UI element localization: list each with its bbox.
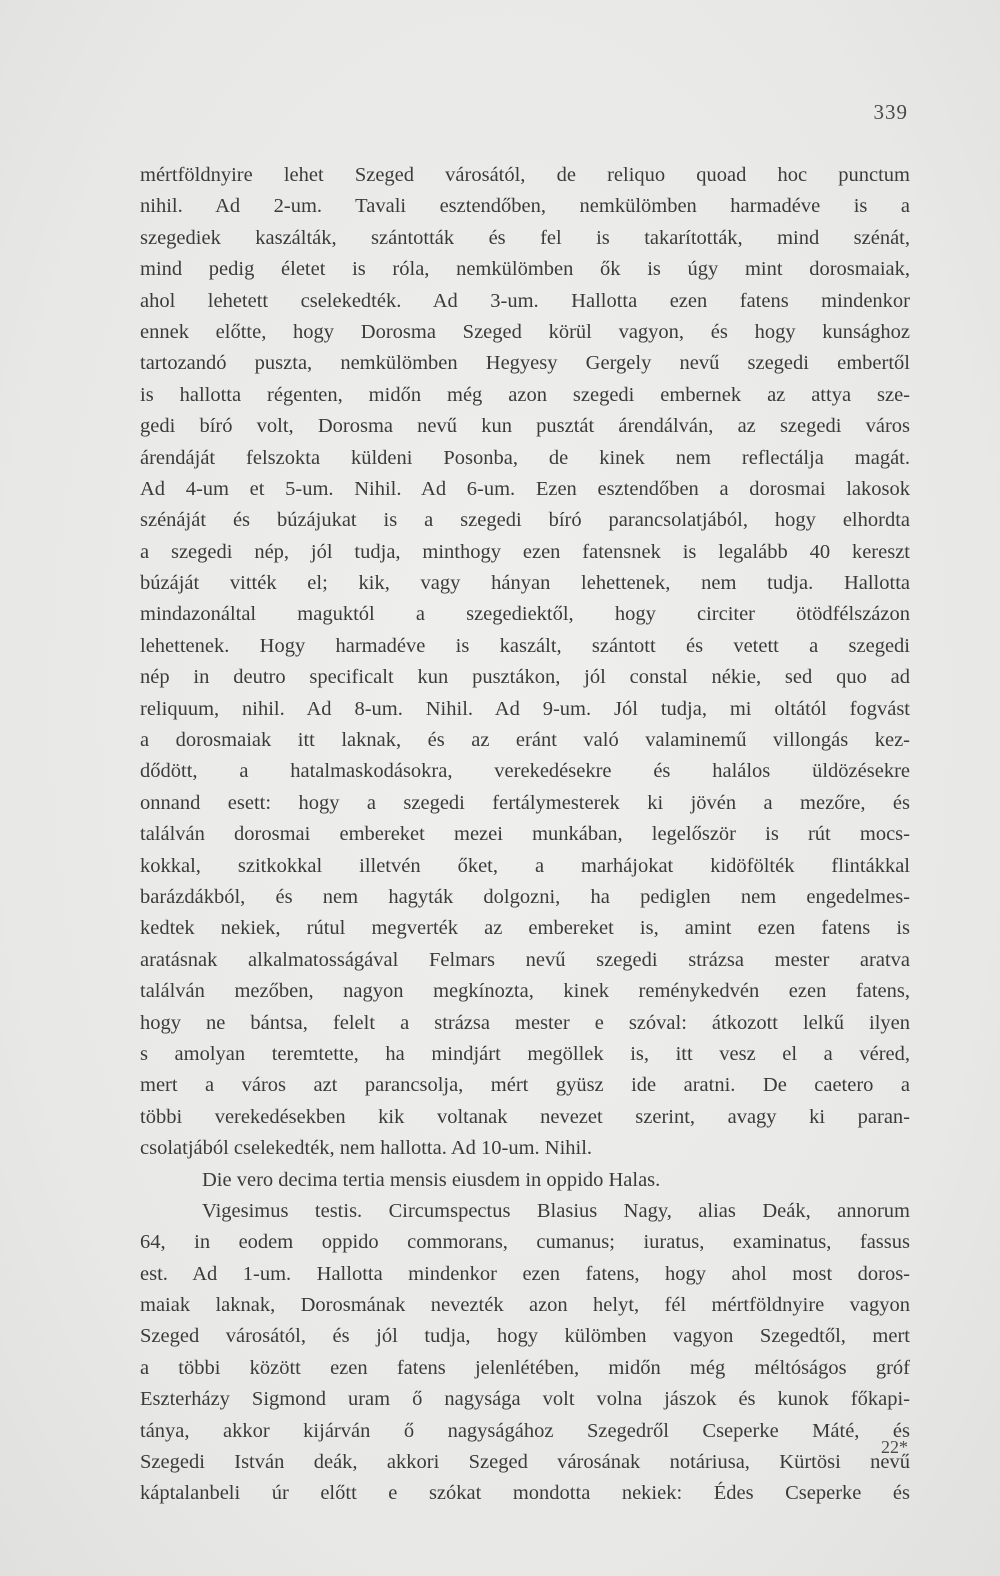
signature-mark: 22* bbox=[881, 1437, 908, 1457]
text-line: dődött, a hatalmaskodásokra, verekedésekre és halálos üldözésekre bbox=[140, 760, 910, 783]
text-line: mértföldnyire lehet Szeged városától, de reliquo quoad hoc punctum bbox=[140, 164, 910, 186]
page-number: 339 bbox=[873, 100, 908, 124]
text-line: ahol lehetett cselekedték. Ad 3-um. Hallotta ezen fatens mindenkor bbox=[140, 289, 910, 312]
text-line: reliquum, nihil. Ad 8-um. Nihil. Ad 9-um. Jól tudja, mi oltától fogvást bbox=[140, 697, 910, 720]
text-line: gedi bíró volt, Dorosma nevű kun pusztát árendálván, az szegedi város bbox=[140, 415, 910, 438]
text-line: is hallotta régenten, midőn még azon szegedi embernek az attya sze- bbox=[140, 383, 910, 406]
text-line: a többi között ezen fatens jelenlétében, midőn még méltóságos gróf bbox=[140, 1356, 910, 1379]
text-line: 64, in eodem oppido commorans, cumanus; iuratus, examinatus, fassus bbox=[140, 1231, 910, 1254]
text-line: találván dorosmai embereket mezei munkában, legelőször is rút mocs- bbox=[140, 823, 910, 846]
text-line: hogy ne bántsa, felelt a strázsa mester e szóval: átkozott lelkű ilyen bbox=[140, 1011, 910, 1034]
text-line: nép in deutro specificalt kun pusztákon, jól constal nékie, sed quo ad bbox=[140, 666, 910, 689]
text-line: a dorosmaiak itt laknak, és az eránt való valaminemű villongás kez- bbox=[140, 729, 910, 752]
text-line: szegediek kaszálták, szántották és fel is takarították, mind szénát, bbox=[140, 226, 910, 249]
text-line: szénáját és búzájukat is a szegedi bíró parancsolatjából, hogy elhordta bbox=[140, 509, 910, 532]
text-line: búzáját vitték el; kik, vagy hányan lehettenek, nem tudja. Hallotta bbox=[140, 572, 910, 595]
text-line: onnand esett: hogy a szegedi fertálymesterek ki jövén a mezőre, és bbox=[140, 791, 910, 814]
text-line: káptalanbeli úr előtt e szókat mondotta nekiek: Édes Cseperke és bbox=[140, 1482, 910, 1505]
text-line: tartozandó puszta, nemkülömben Hegyesy Gergely nevű szegedi embertől bbox=[140, 352, 910, 375]
text-line: est. Ad 1-um. Hallotta mindenkor ezen fatens, hogy ahol most doros- bbox=[140, 1262, 910, 1285]
text-line: mert a város azt parancsolja, mért gyüsz ide aratni. De caetero a bbox=[140, 1074, 910, 1097]
text-line: Ad 4-um et 5-um. Nihil. Ad 6-um. Ezen esztendőben a dorosmai lakosok bbox=[140, 477, 910, 500]
text-line: tánya, akkor kijárván ő nagyságához Szegedről Cseperke Máté, és bbox=[140, 1419, 910, 1442]
text-line: találván mezőben, nagyon megkínozta, kinek reménykedvén ezen fatens, bbox=[140, 980, 910, 1003]
text-line: s amolyan teremtette, ha mindjárt megöllek is, itt vesz el a véred, bbox=[140, 1042, 910, 1065]
text-line: ennek előtte, hogy Dorosma Szeged körül vagyon, és hogy kunsághoz bbox=[140, 320, 910, 343]
body-text bbox=[140, 160, 910, 1510]
text-line: mindazonáltal maguktól a szegediektől, hogy circiter ötödfélszázon bbox=[140, 603, 910, 626]
text-line: barázdákból, és nem hagyták dolgozni, ha pediglen nem engedelmes- bbox=[140, 885, 910, 908]
text-line: lehettenek. Hogy harmadéve is kaszált, szántott és vetett a szegedi bbox=[140, 634, 910, 657]
text-line: Eszterházy Sigmond uram ő nagysága volt volna jászok és kunok főkapi- bbox=[140, 1388, 910, 1411]
text-line: Szegedi István deák, akkori Szeged városának notáriusa, Kürtösi nevű bbox=[140, 1451, 910, 1474]
text-line: többi verekedésekben kik voltanak nevezet szerint, avagy ki paran- bbox=[140, 1105, 910, 1128]
text-line: csolatjából cselekedték, nem hallotta. Ad 10-um. Nihil. bbox=[140, 1137, 593, 1160]
text-line: Vigesimus testis. Circumspectus Blasius Nagy, alias Deák, annorum bbox=[202, 1199, 910, 1222]
text-line: árendáját felszokta küldeni Posonba, de kinek nem reflectálja magát. bbox=[140, 446, 910, 469]
text-line: Die vero decima tertia mensis eiusdem in oppido Halas. bbox=[202, 1168, 661, 1191]
text-line: kedtek nekiek, rútul megverték az embereket is, amint ezen fatens is bbox=[140, 917, 910, 940]
text-line: mind pedig életet is róla, nemkülömben ők is úgy mint dorosmaiak, bbox=[140, 258, 910, 281]
text-line: Szeged városától, és jól tudja, hogy külömben vagyon Szegedtől, mert bbox=[140, 1325, 910, 1348]
text-line: a szegedi nép, jól tudja, minthogy ezen fatensnek is legalább 40 kereszt bbox=[140, 540, 910, 563]
text-line: kokkal, szitkokkal illetvén őket, a marhájokat kidöfölték flintákkal bbox=[140, 854, 910, 877]
text-line: nihil. Ad 2-um. Tavali esztendőben, nemkülömben harmadéve is a bbox=[140, 195, 910, 218]
text-line: aratásnak alkalmatosságával Felmars nevű szegedi strázsa mester aratva bbox=[140, 948, 910, 971]
text-line: maiak laknak, Dorosmának nevezték azon helyt, fél mértföldnyire vagyon bbox=[140, 1294, 910, 1317]
